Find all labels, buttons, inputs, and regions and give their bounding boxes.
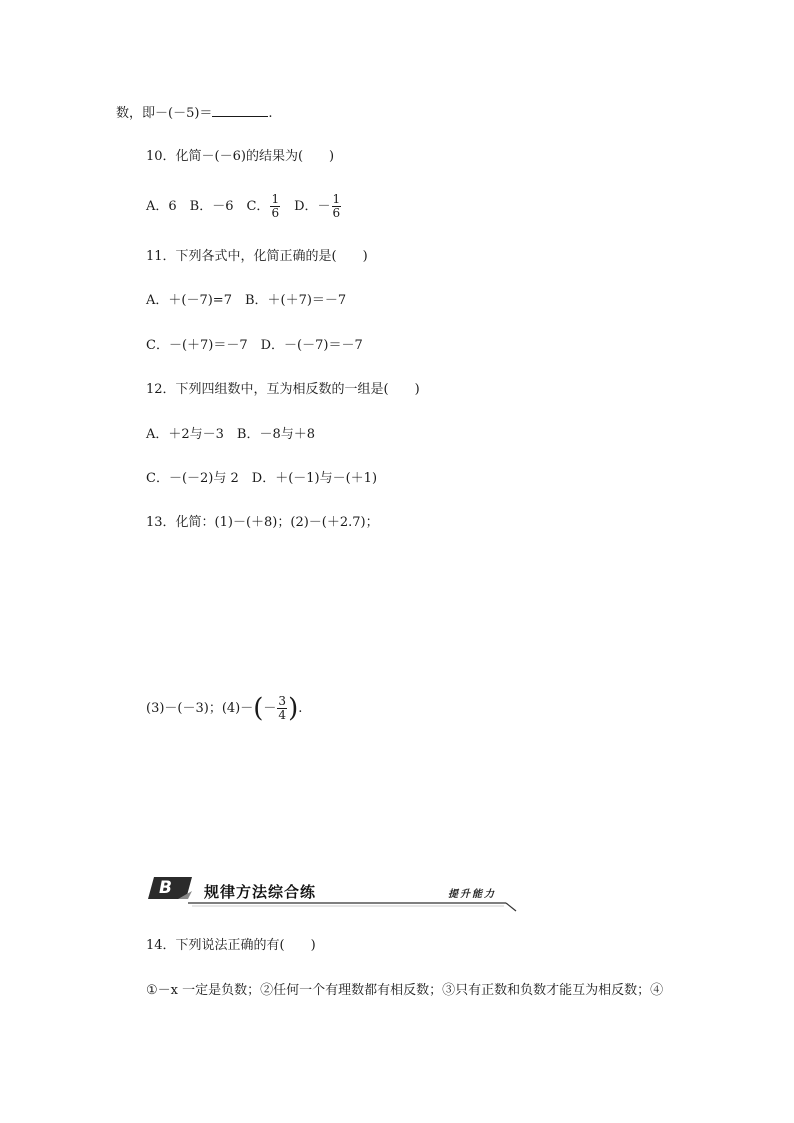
answer-blank[interactable] <box>212 104 268 117</box>
question-12: 12．下列四组数中，互为相反数的一组是( ) <box>146 382 420 397</box>
question-13: 13．化简：(1)－(＋8)；(2)－(＋2.7)； <box>146 515 379 530</box>
question-10: 10．化简－(－6)的结果为( ) <box>146 149 335 164</box>
line-answer-blank: 数，即－(－5)＝ . <box>116 106 273 121</box>
question-13-part-2: (3)－(－3)；(4)－(－ $\frac{3}{4}$ ). <box>146 693 303 724</box>
section-banner <box>148 877 518 913</box>
question-11-options-ab: A．＋(－7)=7 B．＋(＋7)＝－7 <box>146 293 347 308</box>
fraction-three-quarters: $\frac{3}{4}$ <box>278 694 287 722</box>
section-subtitle: 提升能力 <box>448 889 496 900</box>
question-10-options: A．6 B．－6 C． $\frac{1}{6}$ D．－ $\frac{1}{6}$ <box>146 192 341 220</box>
fraction-c: $\frac{1}{6}$ <box>271 192 280 220</box>
question-14-statements: ①－x 一定是负数；②任何一个有理数都有相反数；③只有正数和负数才能互为相反数；④ <box>146 983 664 998</box>
question-12-options-ab: A．＋2与－3 B．－8与＋8 <box>146 427 316 442</box>
question-11-options-cd: C．－(＋7)＝－7 D．－(－7)＝－7 <box>146 338 363 353</box>
section-title: 规律方法综合练 <box>204 883 317 901</box>
question-11: 11．下列各式中，化简正确的是( ) <box>146 249 368 264</box>
badge-letter: B <box>159 878 172 898</box>
fraction-d: $\frac{1}{6}$ <box>332 192 341 220</box>
question-12-options-cd: C．－(－2)与 2 D．＋(－1)与－(＋1) <box>146 471 378 486</box>
question-14: 14．下列说法正确的有( ) <box>146 938 316 953</box>
